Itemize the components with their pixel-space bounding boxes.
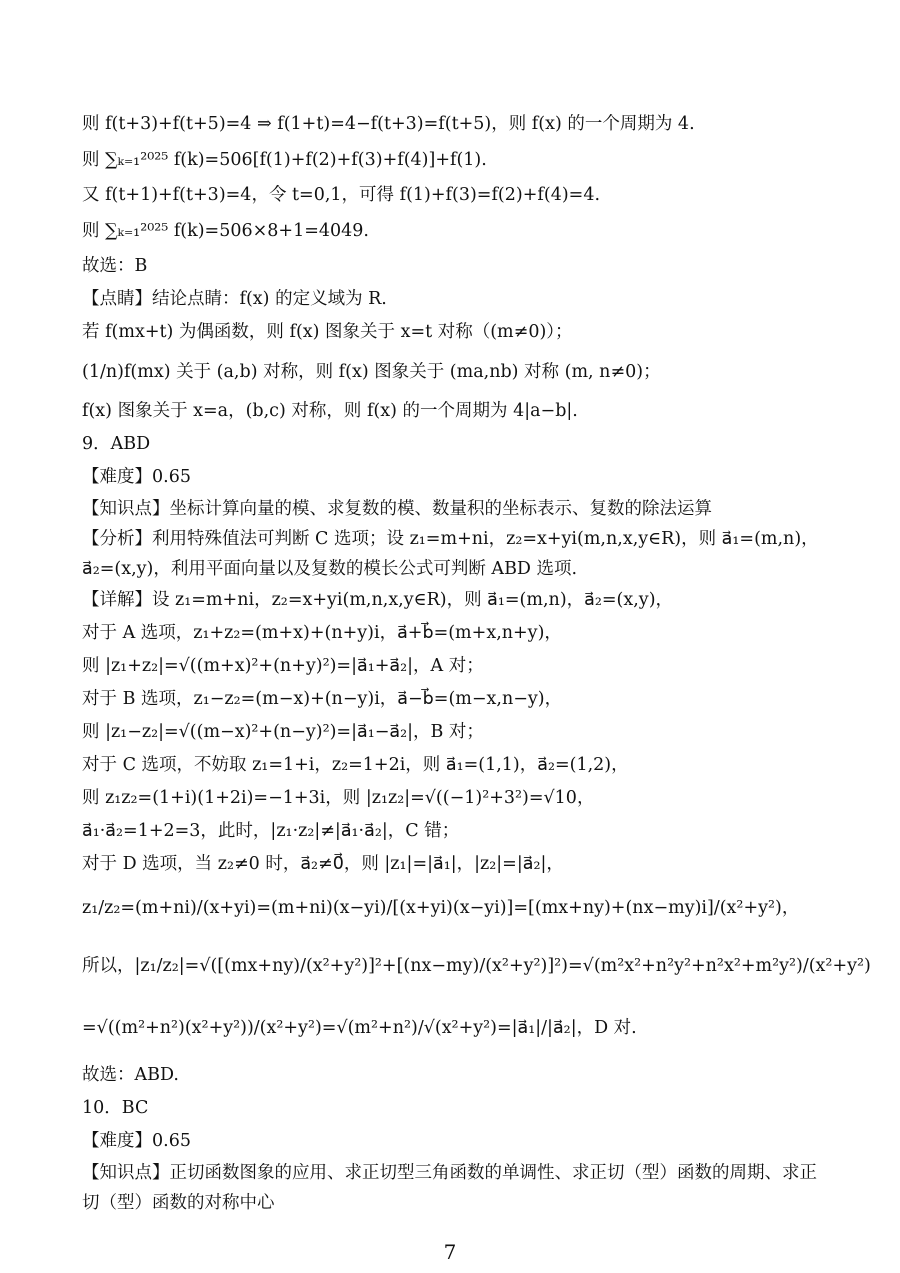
option-d-quotient: z₁/z₂=(m+ni)/(x+yi)=(m+ni)(x−yi)/[(x+yi)(x−yi)]=[(mx+ny)+(nx−my)i]/(x²+y²)， <box>82 898 800 918</box>
key-point-even-function: 若 f(mx+t) 为偶函数，则 f(x) 图象关于 x=t 对称（(m≠0)）； <box>82 322 573 342</box>
substitution-line: 又 f(t+1)+f(t+3)=4，令 t=0,1，可得 f(1)+f(3)=f(2)+f(4)=4. <box>82 185 601 205</box>
page-number: 7 <box>443 1240 457 1264</box>
sum-result-line: 则 ∑ₖ₌₁²⁰²⁵ f(k)=506×8+1=4049. <box>82 221 369 241</box>
key-point-heading: 【点睛】结论点睛：f(x) 的定义域为 R. <box>82 289 387 309</box>
question-9-answer: 9．ABD <box>82 434 151 454</box>
knowledge-points-10: 【知识点】正切函数图象的应用、求正切型三角函数的单调性、求正切（型）函数的周期、求正切（型）函数的对称中心 <box>82 1163 817 1213</box>
answer-line-8: 故选：B <box>82 256 148 276</box>
question-10-answer: 10．BC <box>82 1098 149 1118</box>
option-c-line: 对于 C 选项，不妨取 z₁=1+i，z₂=1+2i，则 a⃗₁=(1,1)，a⃗₂=(1,2)， <box>82 755 629 775</box>
option-b-result: 则 |z₁−z₂|=√((m−x)²+(n−y)²)=|a⃗₁−a⃗₂|，B 对； <box>82 722 484 742</box>
solution-content <box>82 108 871 1218</box>
answer-line-9: 故选：ABD. <box>82 1065 179 1085</box>
option-a-result: 则 |z₁+z₂|=√((m+x)²+(n+y)²)=|a⃗₁+a⃗₂|，A 对； <box>82 656 484 676</box>
option-a-line: 对于 A 选项，z₁+z₂=(m+x)+(n+y)i，a⃗+b⃗=(m+x,n+y)， <box>82 623 562 643</box>
option-d-modulus: 所以，|z₁/z₂|=√([(mx+ny)/(x²+y²)]²+[(nx−my)/(x²+y²)]²)=√(m²x²+n²y²+n²x²+m²y²)/(x²+y²) <box>82 956 871 976</box>
period-derivation-line: 则 f(t+3)+f(t+5)=4 ⇒ f(1+t)=4−f(t+3)=f(t+5)，则 f(x) 的一个周期为 4. <box>82 114 695 134</box>
option-b-line: 对于 B 选项，z₁−z₂=(m−x)+(n−y)i，a⃗−b⃗=(m−x,n−y)， <box>82 689 563 709</box>
analysis-9: 【分析】利用特殊值法可判断 C 选项；设 z₁=m+ni，z₂=x+yi(m,n,x,y∈R)，则 a⃗₁=(m,n)，a⃗₂=(x,y)，利用平面向量以及复数的模长公式可判断 ABD 选项. <box>82 529 819 579</box>
sum-expansion-line: 则 ∑ₖ₌₁²⁰²⁵ f(k)=506[f(1)+f(2)+f(3)+f(4)]+f(1). <box>82 150 487 170</box>
detail-9-setup: 【详解】设 z₁=m+ni，z₂=x+yi(m,n,x,y∈R)，则 a⃗₁=(m,n)，a⃗₂=(x,y)， <box>82 590 674 610</box>
key-point-period: f(x) 图象关于 x=a，(b,c) 对称，则 f(x) 的一个周期为 4|a−b|. <box>82 401 578 421</box>
key-point-symmetry: (1/n)f(mx) 关于 (a,b) 对称，则 f(x) 图象关于 (ma,nb) 对称 (m, n≠0)； <box>82 362 661 382</box>
difficulty-10: 【难度】0.65 <box>82 1131 191 1151</box>
option-d-line: 对于 D 选项，当 z₂≠0 时，a⃗₂≠0⃗，则 |z₁|=|a⃗₁|，|z₂|=|a⃗₂|， <box>82 854 564 874</box>
option-c-result: a⃗₁·a⃗₂=1+2=3，此时，|z₁·z₂|≠|a⃗₁·a⃗₂|，C 错； <box>82 821 460 841</box>
option-d-result: =√((m²+n²)(x²+y²))/(x²+y²)=√(m²+n²)/√(x²+y²)=|a⃗₁|/|a⃗₂|，D 对. <box>82 1018 637 1038</box>
option-c-product: 则 z₁z₂=(1+i)(1+2i)=−1+3i，则 |z₁z₂|=√((−1)²+3²)=√10， <box>82 788 595 808</box>
difficulty-9: 【难度】0.65 <box>82 467 191 487</box>
knowledge-points-9: 【知识点】坐标计算向量的模、求复数的模、数量积的坐标表示、复数的除法运算 <box>82 499 712 519</box>
